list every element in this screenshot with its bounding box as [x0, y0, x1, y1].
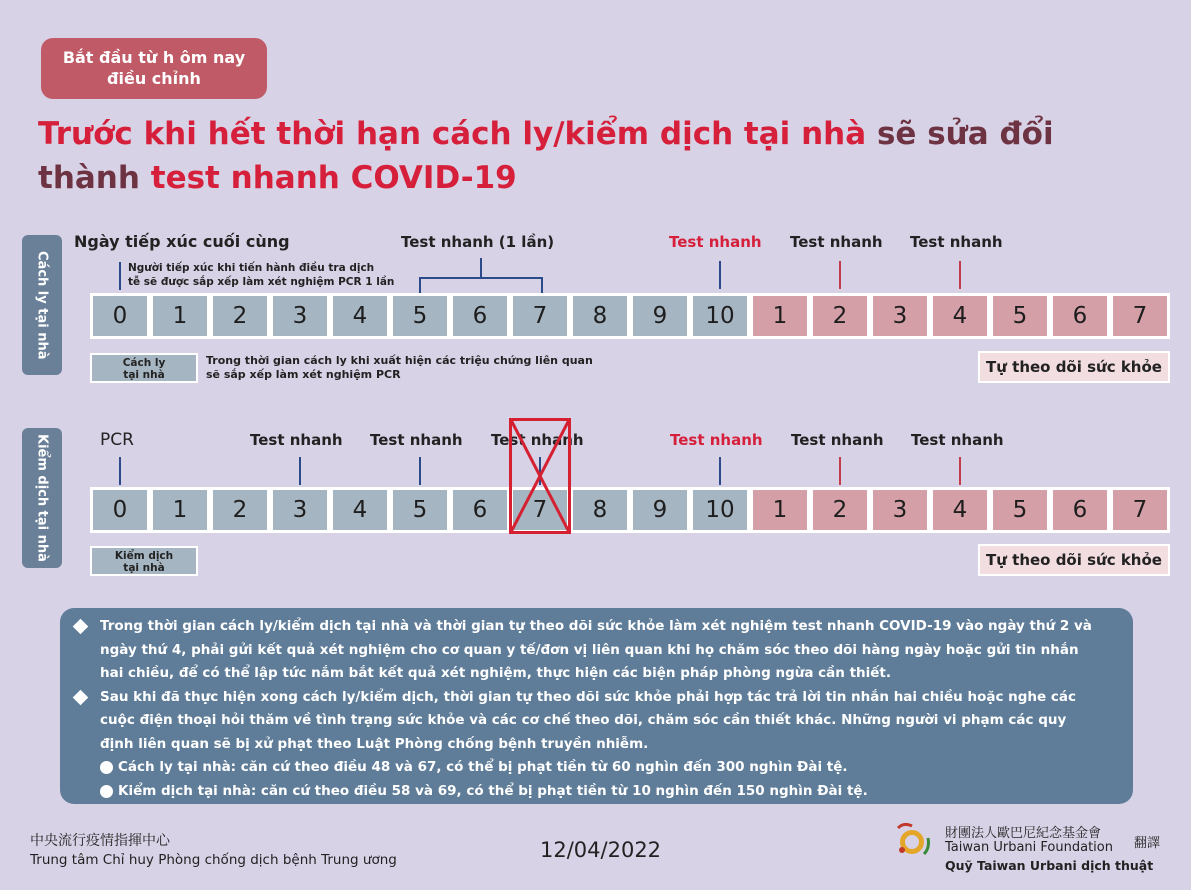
day-cell: 5 [390, 487, 450, 533]
foundation-name-zh: 財團法人歐巴尼紀念基金會 [945, 826, 1102, 841]
followup-day-cell: 5 [990, 293, 1050, 339]
day-cell: 6 [450, 293, 510, 339]
self-monitoring-legend: Tự theo dõi sức khỏe [978, 351, 1170, 383]
day-cell: 7 [510, 293, 570, 339]
title-part-2: sẽ sửa đổi [866, 116, 1054, 152]
day-cell: 2 [210, 293, 270, 339]
tick-day-10 [719, 261, 721, 289]
followup-day-cell: 6 [1050, 487, 1110, 533]
day-cell: 1 [150, 487, 210, 533]
tick-q-day-5 [419, 457, 421, 485]
followup-day-cell: 3 [870, 487, 930, 533]
day-cell: 8 [570, 293, 630, 339]
last-contact-label: Ngày tiếp xúc cuối cùng [74, 232, 290, 251]
home-quarantine-side-label: Kiểm dịch tại nhà [22, 428, 62, 568]
followup-day-cell: 7 [1110, 293, 1170, 339]
rapid-test-q-followup-day-2-label: Test nhanh [791, 431, 884, 449]
day-cell: 8 [570, 487, 630, 533]
rapid-test-q-day-3-label: Test nhanh [250, 431, 343, 449]
taiwan-urbani-foundation-logo [890, 820, 936, 858]
tick-followup-day-2 [839, 261, 841, 289]
followup-day-cell: 1 [750, 487, 810, 533]
day-cell: 9 [630, 487, 690, 533]
date: 12/04/2022 [540, 838, 662, 862]
day-cell: 4 [330, 487, 390, 533]
followup-day-cell: 3 [870, 293, 930, 339]
tick-q-followup-day-2 [839, 457, 841, 485]
rapid-test-q-followup-day-4-label: Test nhanh [911, 431, 1004, 449]
foundation-name-en: Taiwan Urbani Foundation [945, 840, 1113, 855]
home-isolation-side-label: Cách ly tại nhà [22, 235, 62, 375]
cecc-name-zh: 中央流行疫情指揮中心 [30, 833, 170, 849]
circle-bullet-icon [100, 761, 113, 774]
bracket-stem [480, 258, 482, 278]
tick-q-day-3 [299, 457, 301, 485]
followup-day-cell: 4 [930, 487, 990, 533]
day-cell: 9 [630, 293, 690, 339]
tick-q-followup-day-4 [959, 457, 961, 485]
info-item-2: Sau khi đã thực hiện xong cách ly/kiểm dịch, thời gian tự theo dõi sức khỏe phải hợp tác trả lời tin nhắn hai chiều hoặc nghe các cuộc điện thoại hỏi thăm về tình trạng sức khỏe và các cơ chế theo dõi, chăm sóc cần thiết khác. Những người vi phạm các quy định liên quan sẽ bị xử phạt theo Luật Phòng chống bệnh truyền nhiễm. [74, 686, 1119, 757]
rapid-test-followup-day-4-label: Test nhanh [910, 233, 1003, 251]
title-part-3: thành [38, 160, 151, 196]
symptom-pcr-note: Trong thời gian cách ly khi xuất hiện các triệu chứng liên quan sẽ sắp xếp làm xét nghiệm PCR [206, 354, 593, 381]
start-today-badge [41, 38, 267, 99]
rapid-test-followup-day-2-label: Test nhanh [790, 233, 883, 251]
day-cell: 1 [150, 293, 210, 339]
day-cell: 0 [90, 293, 150, 339]
isolation-legend: Cách ly tại nhà [90, 353, 198, 383]
tick-day-0 [119, 262, 121, 290]
day-cell: 10 [690, 487, 750, 533]
day-cell: 3 [270, 487, 330, 533]
bracket-days-5-7 [419, 277, 543, 293]
followup-day-cell: 4 [930, 293, 990, 339]
info-sub-item-isolation: Cách ly tại nhà: căn cứ theo điều 48 và 67, có thể bị phạt tiền từ 60 nghìn đến 300 nghìn Đài tệ. [74, 756, 1119, 780]
followup-day-cell: 7 [1110, 487, 1170, 533]
day-cell: 3 [270, 293, 330, 339]
rapid-test-q-day-5-label: Test nhanh [370, 431, 463, 449]
followup-day-cell: 5 [990, 487, 1050, 533]
title-part-4: test nhanh COVID-19 [150, 160, 517, 196]
tick-q-day-0 [119, 457, 121, 485]
quarantine-legend: Kiểm dịch tại nhà [90, 546, 198, 576]
day-cell: 0 [90, 487, 150, 533]
day-cell: 4 [330, 293, 390, 339]
tick-followup-day-4 [959, 261, 961, 289]
badge-line-2: điều chỉnh [107, 69, 201, 88]
cecc-name-vi: Trung tâm Chỉ huy Phòng chống dịch bệnh Trung ương [30, 852, 397, 868]
day-cell: 7 [510, 487, 570, 533]
page-title [38, 112, 1178, 200]
badge-line-1: Bắt đầu từ h ôm nay [62, 48, 246, 67]
cancelled-test-cross-icon [509, 418, 571, 534]
day-cell: 5 [390, 293, 450, 339]
foundation-name-vi: Quỹ Taiwan Urbani dịch thuật [945, 858, 1154, 873]
pcr-note: Người tiếp xúc khi tiến hành điều tra dịch tễ sẽ được sắp xếp làm xét nghiệm PCR 1 lần [128, 262, 395, 288]
isolation-day-row [90, 293, 1170, 339]
quarantine-day-row [90, 487, 1170, 533]
pcr-label: PCR [100, 430, 134, 450]
info-box [60, 608, 1133, 804]
info-item-1: Trong thời gian cách ly/kiểm dịch tại nhà và thời gian tự theo dõi sức khỏe làm xét nghiệm test nhanh COVID-19 vào ngày thứ 2 và ngày thứ 4, phải gửi kết quả xét nghiệm cho cơ quan y tế/đơn vị liên quan khi họ chăm sóc theo dõi hàng ngày hoặc gửi tin nhắn hai chiều, để có thể lập tức nắm bắt kết quả xét nghiệm, thực hiện các biện pháp phòng ngừa cần thiết. [74, 615, 1119, 686]
circle-bullet-icon [100, 785, 113, 798]
q-self-monitoring-legend: Tự theo dõi sức khỏe [978, 544, 1170, 576]
rapid-test-q-day-7-crossed-label: Test nhanh [491, 431, 584, 449]
diamond-bullet-icon [73, 689, 89, 705]
day-cell: 2 [210, 487, 270, 533]
title-part-1: Trước khi hết thời hạn cách ly/kiểm dịch tại nhà [38, 116, 867, 152]
day-cell: 6 [450, 487, 510, 533]
rapid-test-q-day-10-label: Test nhanh [670, 431, 763, 449]
followup-day-cell: 1 [750, 293, 810, 339]
rapid-test-once-label: Test nhanh (1 lần) [401, 233, 555, 251]
followup-day-cell: 2 [810, 293, 870, 339]
followup-day-cell: 6 [1050, 293, 1110, 339]
followup-day-cell: 2 [810, 487, 870, 533]
translate-label: 翻譯 [1134, 836, 1161, 851]
rapid-test-day-10-label: Test nhanh [669, 233, 762, 251]
info-sub-item-quarantine: Kiểm dịch tại nhà: căn cứ theo điều 58 và 69, có thể bị phạt tiền từ 10 nghìn đến 150 nghìn Đài tệ. [74, 780, 1119, 804]
tick-q-day-10 [719, 457, 721, 485]
diamond-bullet-icon [73, 619, 89, 635]
day-cell: 10 [690, 293, 750, 339]
